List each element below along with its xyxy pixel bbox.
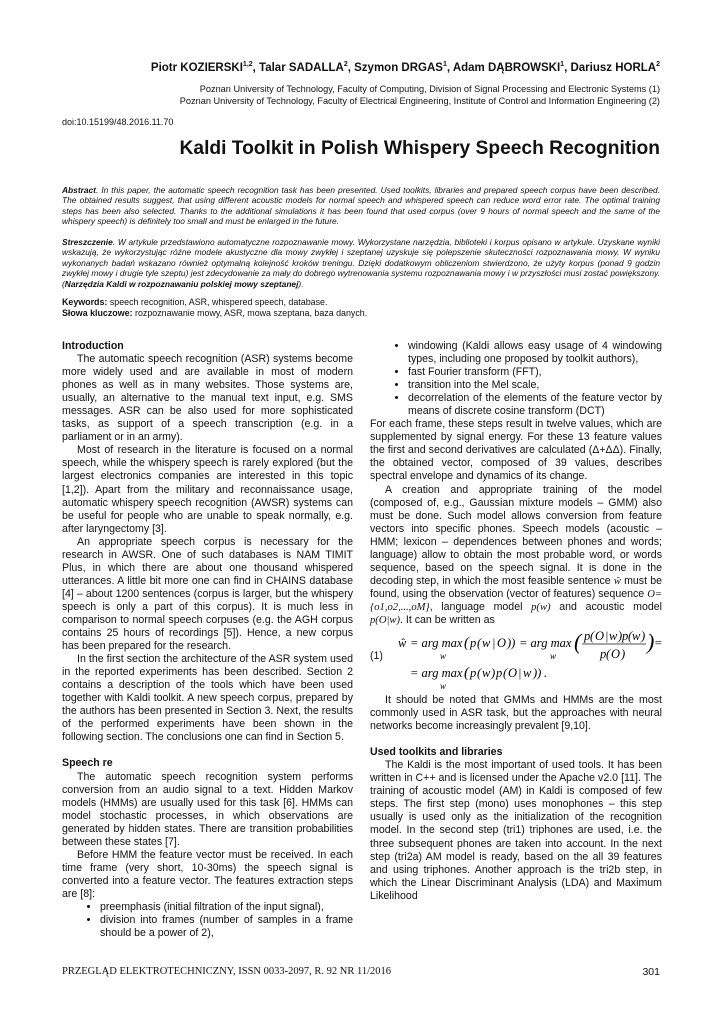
svg-text:(: ( — [464, 665, 469, 682]
svg-text:)): )) — [533, 666, 542, 681]
abstract-text: . In this paper, the automatic speech recognition task has been presented. Used toolkits, libraries and prepared speech corpus have been described. The obtained results suggest, that using different acoustic models for normal speech and whispered speech can reduce word error rate. The optimal training steps has been also selected. Thanks to the additional simulations it has been found that used corpus (over 9 hours of normal speech and the same of the whispery speech) is definitely too small and must be enlarged in the future. — [62, 185, 660, 227]
svg-text:ŵ: ŵ — [398, 636, 407, 651]
svg-text:p: p — [622, 629, 629, 644]
paragraph: The automatic speech recognition system performs conversion from an audio signal to a text. Hidden Markov models (HMMs) are usually used for this task [6]. HMMs can model stochastic processes, in which observations are generated by hidden states. There are transition probabilities between these states [7]. — [62, 770, 353, 848]
text-run: , language model — [429, 600, 532, 613]
authors-text: Piotr KOZIERSKI$^{1,2}$, Talar SADALLA$^2$, Szymon DRGAS$^1$, Adam DĄBROWSKI$^1$, Dariusz HORLA$^2$ — [150, 61, 660, 74]
svg-text:|: | — [518, 666, 522, 681]
page-number: 301 — [642, 966, 660, 978]
author-list — [60, 61, 660, 74]
svg-text:w: w — [609, 629, 618, 644]
keywords-pl-text: rozpoznawanie mowy, ASR, mowa szeptana, baza danych. — [132, 308, 368, 318]
svg-text:)): )) — [507, 636, 516, 651]
section-heading-speech: Speech re — [62, 757, 113, 770]
page-footer — [62, 966, 660, 977]
svg-text:): ) — [491, 666, 496, 681]
paragraph: The Kaldi is the most important of used tools. It has been written in C++ and is licensed under the Apache v2.0 [11]. The training of acoustic model (AM) in Kaldi is composed of few steps. The first step (mono) uses monophones – this step usually is used only as the initialization of the recognition model. In the second step (tri1) triphones are used, i.e. the three subsequent phones are taken into account. In the next step (tri2a) AM model is ready, based on the all 39 features and using triphones. Another approach is the tri2b step, in which the Linear Discriminant Analysis (LDA) and Maximum Likelihood — [370, 759, 662, 902]
symbol-observation-sequence: O={o1,o2,...,oM} — [370, 588, 662, 613]
keywords-pl — [62, 308, 660, 319]
abstract-polish — [62, 237, 660, 289]
symbol-w-hat: ŵ — [613, 575, 621, 587]
list-item: • windowing (Kaldi allows easy usage of 4 windowing types, including one proposed by toolkit authors), — [408, 340, 662, 366]
streszczenie-end: ). — [298, 278, 304, 289]
svg-text:O: O — [508, 666, 518, 681]
equation-number: (1) — [370, 650, 383, 663]
svg-text:(: ( — [628, 629, 633, 644]
svg-text:=: = — [654, 636, 662, 651]
svg-text:): ) — [641, 629, 646, 644]
left-column — [62, 340, 353, 940]
paragraph: The automatic speech recognition (ASR) systems become more widely used and are available in most of modern phones as well as in many websites. Those systems are, usually, an alternative to the manual text input, e.g. SMS messages. ASR can be also used for more sophisticated tasks, as support of a speech transcription (e.g. in a parliament or in an army). — [62, 353, 353, 444]
keywords-label: Keywords: — [62, 297, 108, 307]
svg-text:= arg max: = arg max — [519, 636, 572, 651]
svg-text:): ) — [647, 629, 655, 655]
keywords-en — [62, 297, 660, 308]
text-run: . It can be written as — [399, 613, 495, 626]
svg-text:|: | — [605, 629, 609, 644]
svg-text:w: w — [632, 629, 641, 644]
polish-title: Narzędzia Kaldi w rozpoznawaniu polskiej mowy szeptanej — [64, 278, 299, 289]
svg-text:(: ( — [606, 647, 611, 662]
svg-text:p: p — [496, 666, 503, 681]
affiliation-1: Poznan University of Technology, Faculty of Computing, Division of Signal Processing and Electronic Systems (1) — [199, 84, 660, 94]
svg-text:(: ( — [590, 629, 595, 644]
svg-text:w: w — [523, 666, 532, 681]
feature-steps-list-continued — [370, 340, 662, 418]
svg-text:p: p — [470, 666, 477, 681]
svg-text:): ) — [621, 647, 626, 662]
svg-text:.: . — [544, 666, 548, 681]
list-item: • transition into the Mel scale, — [408, 379, 662, 392]
svg-text:p: p — [584, 629, 591, 644]
doi: doi:10.15199/48.2016.11.70 — [62, 117, 174, 127]
paper-title: Kaldi Toolkit in Polish Whispery Speech Recognition — [179, 138, 660, 159]
svg-text:(: ( — [477, 636, 482, 651]
svg-text:w: w — [440, 681, 447, 692]
list-item: • fast Fourier transform (FFT), — [408, 366, 662, 379]
symbol-language-model: p(w) — [531, 601, 551, 613]
list-item: • decorrelation of the elements of the feature vector by means of discrete cosine transform (DCT) — [408, 392, 662, 418]
svg-text:= arg max: = arg max — [410, 636, 463, 651]
list-item: • division into frames (number of samples in a frame should be a power of 2), — [100, 914, 353, 940]
paragraph: An appropriate speech corpus is necessary for the research in AWSR. One of such databases is NAM TIMIT Plus, in which there are about one thousand whispered utterances. A little bit more one can find in CHAINS database [4] – about 1200 sentences (corpus is larger, but the whispery speech is only a part of this corpus). It is much less in comparison to normal speech corpuses (e.g. the AGH corpus contains 25 hours of recordings [5]). Hence, a new corpus has been prepared for the research. — [62, 535, 353, 653]
svg-text:w: w — [440, 651, 447, 662]
equation-1 — [370, 629, 662, 691]
svg-text:p: p — [600, 647, 607, 662]
list-item: • preemphasis (initial filtration of the input signal), — [100, 901, 353, 914]
journal-info: PRZEGLĄD ELEKTROTECHNICZNY, ISSN 0033-2097, R. 92 NR 11/2016 — [62, 966, 392, 977]
svg-text:= arg max: = arg max — [410, 666, 463, 681]
paragraph: Most of research in the literature is focused on a normal speech, while the whispery speech is rarely explored (but the largest electronics companies are interested in this topic [1,2]). Apart from the military and reconnaissance usage, automatic whispery speech recognition (AWSR) systems can be useful for people who are unable to speak normally, e.g. after laryngectomy [3]. — [62, 444, 353, 535]
paragraph: For each frame, these steps result in twelve values, which are supplemented by signal energy. For these 13 feature values the first and second derivatives are calculated (Δ+ΔΔ). Finally, the obtained vector, composed of 39 values, describes spectral envelope and dynamics of its change. — [370, 418, 662, 483]
svg-text:O: O — [497, 636, 507, 651]
svg-text:(: ( — [574, 629, 582, 655]
svg-text:O: O — [611, 647, 621, 662]
svg-text:O: O — [595, 629, 605, 644]
feature-steps-list — [62, 901, 353, 940]
streszczenie-label: Streszczenie — [62, 237, 113, 247]
symbol-acoustic-model: p(O|w) — [370, 614, 400, 626]
keywords-block — [62, 297, 660, 319]
paragraph: It should be noted that GMMs and HMMs are the most commonly used in ASR task, but the approaches with neural networks become increasingly prevalent [9,10]. — [370, 694, 662, 733]
svg-text:(: ( — [477, 666, 482, 681]
svg-text:p: p — [470, 636, 477, 651]
keywords-text: speech recognition, ASR, whispered speech, database. — [107, 297, 328, 307]
right-column — [370, 340, 662, 903]
abstract-english — [62, 185, 660, 227]
section-heading-introduction: Introduction — [62, 340, 124, 352]
svg-text:w: w — [482, 666, 491, 681]
svg-text:w: w — [482, 636, 491, 651]
paragraph: In the first section the architecture of the ASR system used in the reported experiments has been described. Section 2 contains a description of the tools which have been used together with Kaldi toolkit. A new speech corpus, prepared by the authors has been presented in Section 3. Next, the results of the performed experiments have been shown in the following section. The conclusions one can find in Section 5. — [62, 653, 353, 744]
affiliation-2: Poznan University of Technology, Faculty of Electrical Engineering, Institute of Control and Information Engineering (2) — [179, 96, 660, 106]
affiliations — [60, 83, 660, 107]
svg-text:(: ( — [503, 666, 508, 681]
equation-graphic — [392, 629, 662, 691]
svg-text:): ) — [618, 629, 623, 644]
text-run: and acoustic model — [550, 600, 662, 613]
svg-text:(: ( — [464, 635, 469, 652]
svg-text:w: w — [550, 651, 557, 662]
abstract-label: Abstract — [62, 185, 96, 195]
streszczenie-text: . W artykule przedstawiono automatyczne rozpoznawanie mowy. Wykorzystane narzędzia, biblioteki i korpus opisano w artykule. Uzyskane wyniki wskazują, że wykorzystując różne modele akustyczne dla mowy zwykłej i szeptanej uzyskuje się polepszenie skuteczności rozpoznawania mowy. W wyniku wykonanych badań wskazano również optymalną kolejność kroków treningu. Dzięki dodatkowym obliczeniom stwierdzono, że użyty korpus (ponad 9 godzin zwykłej mowy i drugie tyle szeptu) jest zdecydowanie za mały do dobrego wytrenowania systemu rozpoznawania mowy i w przyszłości musi zostać powiększony. ( — [62, 237, 660, 289]
svg-text:|: | — [492, 636, 496, 651]
paragraph: Before HMM the feature vector must be received. In each time frame (very short, 10-30ms) the speech signal is converted into a feature vector. The features extraction steps are [8]: — [62, 848, 353, 900]
section-heading-toolkits: Used toolkits and libraries — [370, 746, 503, 759]
keywords-pl-label: Słowa kluczowe: — [62, 308, 133, 318]
paragraph — [370, 484, 662, 628]
text-run: A creation and appropriate training of the model (composed of, e.g., Gaussian mixture models – GMM) also must be done. Such model allows conversion from feature vectors into specific phones. Speech models (acoustic – HMM; lexicon – dependences between phones and words; language) allow to obtain the most probable word, or words sequence, based on the speech signal. It is done in the decoding step, in which the most feasible sentence — [370, 483, 662, 587]
text-run: must be found, using the observation (vector of features) sequence — [370, 574, 662, 600]
